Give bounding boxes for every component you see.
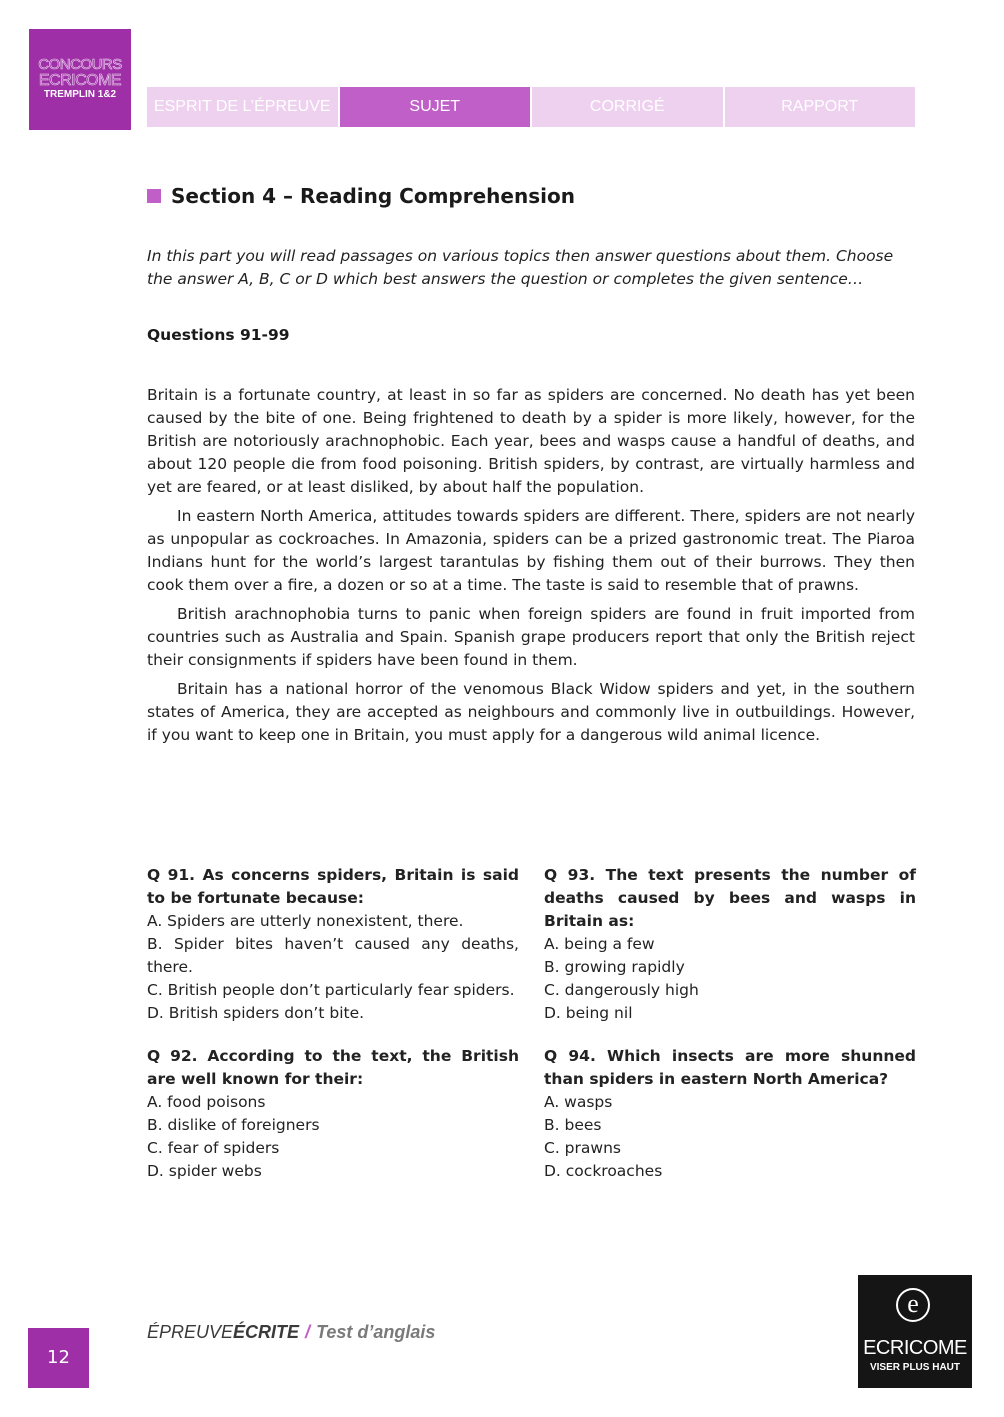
question-title: Q 94. Which insects are more shunned than spiders in eastern North America? [544, 1047, 916, 1088]
footer-separator: / [305, 1322, 311, 1342]
footer-ecrite: ÉCRITE [233, 1322, 300, 1342]
reading-passage [147, 384, 915, 753]
answer-option: B. bees [544, 1116, 602, 1134]
ecricome-brand-logo [858, 1275, 972, 1388]
question-title: Q 92. According to the text, the British are well known for their: [147, 1047, 519, 1088]
answer-option: C. prawns [544, 1139, 621, 1157]
question-93 [544, 864, 916, 1025]
question-title: Q 91. As concerns spiders, Britain is said to be fortunate because: [147, 866, 519, 907]
passage-paragraph: British arachnophobia turns to panic when foreign spiders are found in fruit imported from countries such as Australia and Spain. Spanish grape producers report that only the British reject their consignments if spiders have been found in them. [147, 605, 915, 669]
tab-rapport[interactable]: RAPPORT [725, 87, 916, 127]
answer-option: D. British spiders don’t bite. [147, 1004, 365, 1022]
section-tabs [147, 87, 915, 127]
question-title: Q 93. The text presents the number of deaths caused by bees and wasps in Britain as: [544, 866, 916, 930]
question-94 [544, 1045, 916, 1183]
logo-line-tremplin: TREMPLIN 1&2 [43, 89, 117, 100]
answer-option: C. British people don’t particularly fear spiders. [147, 981, 515, 999]
answer-option: B. Spider bites haven’t caused any deaths, there. [147, 935, 519, 976]
passage-paragraph: In eastern North America, attitudes towards spiders are different. There, spiders are not nearly as unpopular as cockroaches. In Amazonia, spiders can be a prized gastronomic treat. The Piaroa Indians hunt for the world’s largest tarantulas by fishing them out of their burrows. They then cook them over a fire, a dozen or so at a time. The taste is said to resemble that of prawns. [147, 507, 915, 594]
bullet-square-icon [147, 189, 161, 203]
concours-logo [29, 29, 131, 130]
brand-name: ECRICOME [863, 1337, 967, 1359]
answer-option: A. Spiders are utterly nonexistent, there. [147, 912, 464, 930]
footer-label [147, 1322, 435, 1343]
answer-option: B. growing rapidly [544, 958, 685, 976]
answer-option: D. spider webs [147, 1162, 262, 1180]
passage-paragraph: Britain is a fortunate country, at least in so far as spiders are concerned. No death has yet been caused by the bite of one. Being frightened to death by a spider is more likely, however, for the British are notoriously arachnophobic. Each year, bees and wasps cause a handful of deaths, and about 120 people die from food poisoning. British spiders, by contrast, are virtually harmless and yet are feared, or at least disliked, by about half the population. [147, 386, 915, 496]
page-number: 12 [28, 1328, 89, 1388]
answer-option: D. being nil [544, 1004, 633, 1022]
questions-column-right [544, 864, 916, 1203]
ecricome-e-icon: e [896, 1288, 930, 1322]
answer-option: A. being a few [544, 935, 655, 953]
logo-line-concours: CONCOURS [38, 56, 122, 73]
section-title: Section 4 – Reading Comprehension [171, 184, 575, 208]
brand-tagline: VISER PLUS HAUT [869, 1362, 960, 1373]
passage-paragraph: Britain has a national horror of the venomous Black Widow spiders and yet, in the southern states of America, they are accepted as neighbours and commonly live in outbuildings. However, if you want to keep one in Britain, you must apply for a dangerous wild animal licence. [147, 680, 915, 744]
questions-column-left [147, 864, 519, 1203]
instructions: In this part you will read passages on various topics then answer questions about them. Choose the answer A, B, C or D which best answers the question or completes the given sentence… [147, 247, 894, 288]
tab-corrige[interactable]: CORRIGÉ [532, 87, 725, 127]
question-91 [147, 864, 519, 1025]
answer-option: A. wasps [544, 1093, 613, 1111]
questions-range: Questions 91-99 [147, 326, 290, 344]
answer-option: D. cockroaches [544, 1162, 663, 1180]
section-heading [147, 184, 575, 208]
question-92 [147, 1045, 519, 1183]
logo-line-ecricome: ECRICOME [38, 72, 122, 89]
answer-option: B. dislike of foreigners [147, 1116, 320, 1134]
footer-epreuve: ÉPREUVE [147, 1322, 234, 1342]
tab-esprit-epreuve[interactable]: ESPRIT DE L’ÉPREUVE [147, 87, 340, 127]
tab-sujet[interactable]: SUJET [340, 87, 533, 127]
answer-option: C. dangerously high [544, 981, 699, 999]
footer-subtitle: Test d’anglais [316, 1322, 436, 1342]
answer-option: A. food poisons [147, 1093, 266, 1111]
answer-option: C. fear of spiders [147, 1139, 280, 1157]
